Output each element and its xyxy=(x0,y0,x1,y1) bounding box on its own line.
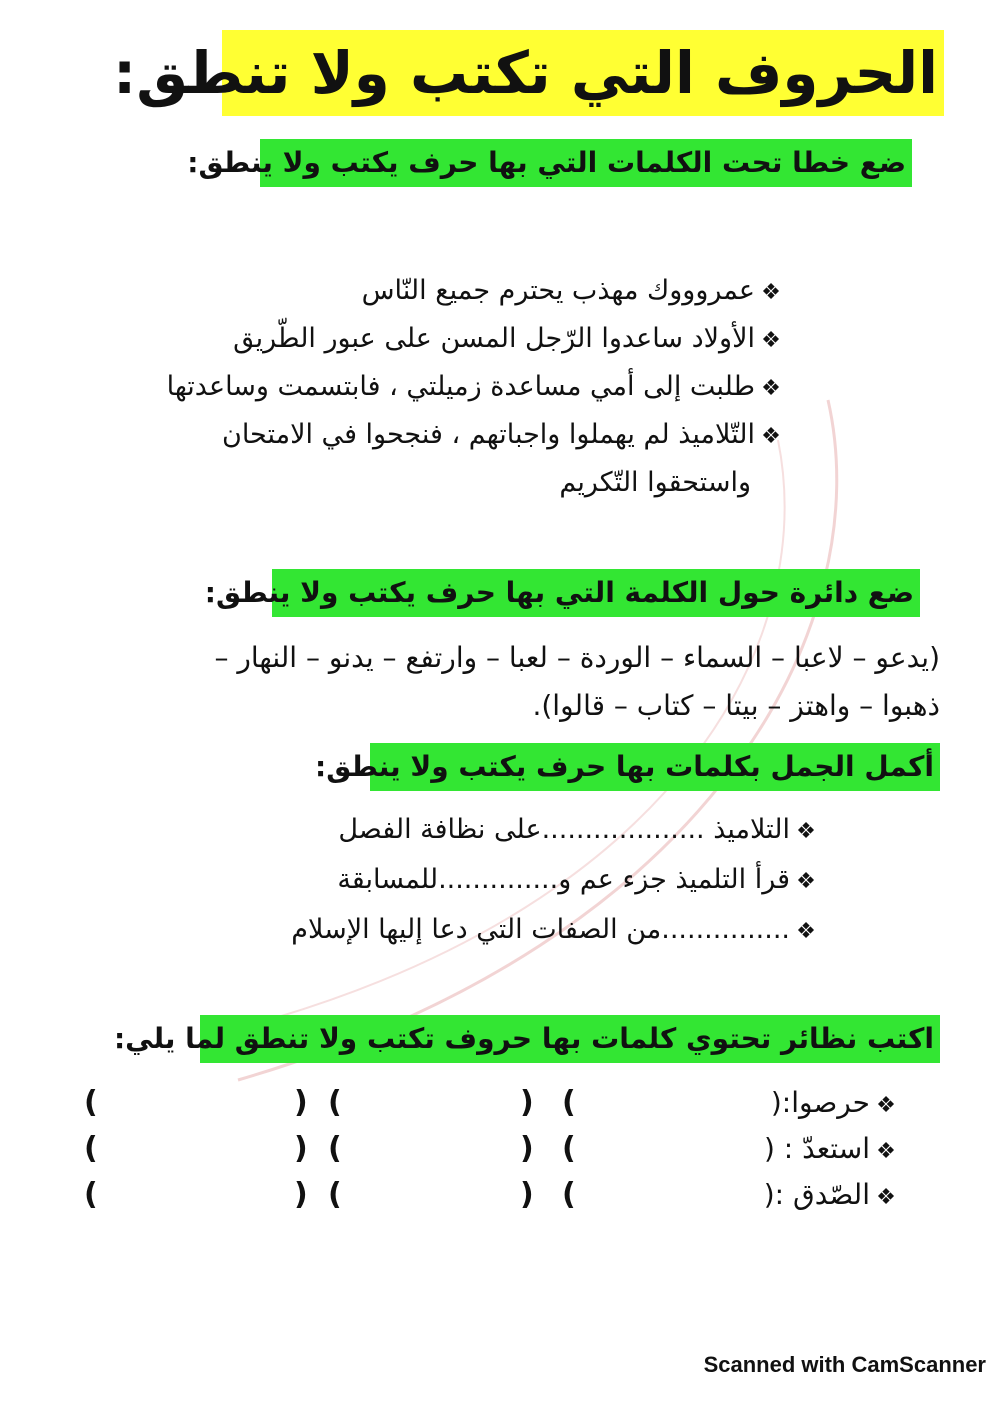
open-paren: ( xyxy=(562,1085,576,1120)
open-paren: ( xyxy=(562,1177,576,1212)
list-item: ❖عمروووك مهذب يحترم جميع النّاس xyxy=(127,268,787,316)
bullet-icon: ❖ xyxy=(876,1185,896,1210)
list-item: ❖طلبت إلى أمي مساعدة زميلتي ، فابتسمت وساعدتها xyxy=(127,364,787,412)
close-paren: ) xyxy=(294,1085,308,1120)
word-choices-line: ذهبوا – واهتز – بيتا – كتاب – قالوا). xyxy=(532,689,940,722)
list-item: ❖...............من الصفات التي دعا إليها الإسلام xyxy=(162,906,822,956)
close-paren: ) xyxy=(520,1131,534,1166)
bullet-icon: ❖ xyxy=(761,376,781,401)
instruction-complete: أكمل الجمل بكلمات بها حرف يكتب ولا ينطق: xyxy=(370,743,940,791)
table-row xyxy=(82,1172,902,1218)
open-paren: ( xyxy=(84,1085,98,1120)
close-paren: ) xyxy=(520,1085,534,1120)
word-choices xyxy=(90,634,940,730)
bullet-icon: ❖ xyxy=(761,328,781,353)
word-choices-line: (يدعو – لاعبا – السماء – الوردة – لعبا – وارتفع – يدنو – النهار – xyxy=(214,641,940,674)
close-paren: ) xyxy=(294,1177,308,1212)
analogue-word: حرصوا:( xyxy=(770,1086,870,1119)
list-item: ❖الأولاد ساعدوا الرّجل المسن على عبور الطّريق xyxy=(127,316,787,364)
bullet-icon: ❖ xyxy=(796,869,816,894)
open-paren: ( xyxy=(328,1131,342,1166)
table-row xyxy=(82,1080,902,1126)
analogues-table xyxy=(82,1080,902,1218)
fill-in-list xyxy=(162,806,822,956)
open-paren: ( xyxy=(84,1177,98,1212)
close-paren: ) xyxy=(294,1131,308,1166)
bullet-icon: ❖ xyxy=(761,280,781,305)
list-item-continuation: واستحقوا التّكريم xyxy=(559,467,751,498)
list-item: ❖قرأ التلميذ جزء عم و..............للمسابقة xyxy=(162,856,822,906)
page-title: الحروف التي تكتب ولا تنطق: xyxy=(222,30,944,116)
open-paren: ( xyxy=(328,1085,342,1120)
open-paren: ( xyxy=(328,1177,342,1212)
sentence-list xyxy=(127,268,787,506)
scanner-footer: Scanned with CamScanner xyxy=(703,1352,986,1377)
close-paren: ) xyxy=(520,1177,534,1212)
bullet-icon: ❖ xyxy=(796,819,816,844)
analogue-word: استعدّ : ( xyxy=(763,1132,870,1165)
bullet-icon: ❖ xyxy=(876,1093,896,1118)
bullet-icon: ❖ xyxy=(876,1139,896,1164)
list-item: ❖التّلاميذ لم يهملوا واجباتهم ، فنجحوا في الامتحان xyxy=(127,412,787,460)
instruction-analogues: اكتب نظائر تحتوي كلمات بها حروف تكتب ولا تنطق لما يلي: xyxy=(200,1015,940,1063)
bullet-icon: ❖ xyxy=(761,424,781,449)
open-paren: ( xyxy=(84,1131,98,1166)
bullet-icon: ❖ xyxy=(796,919,816,944)
open-paren: ( xyxy=(562,1131,576,1166)
instruction-underline: ضع خطا تحت الكلمات التي بها حرف يكتب ولا ينطق: xyxy=(260,139,912,187)
instruction-circle: ضع دائرة حول الكلمة التي بها حرف يكتب ولا ينطق: xyxy=(272,569,920,617)
list-item: ❖التلاميذ ...................على نظافة الفصل xyxy=(162,806,822,856)
table-row xyxy=(82,1126,902,1172)
analogue-word: الصّدق :( xyxy=(763,1178,870,1211)
